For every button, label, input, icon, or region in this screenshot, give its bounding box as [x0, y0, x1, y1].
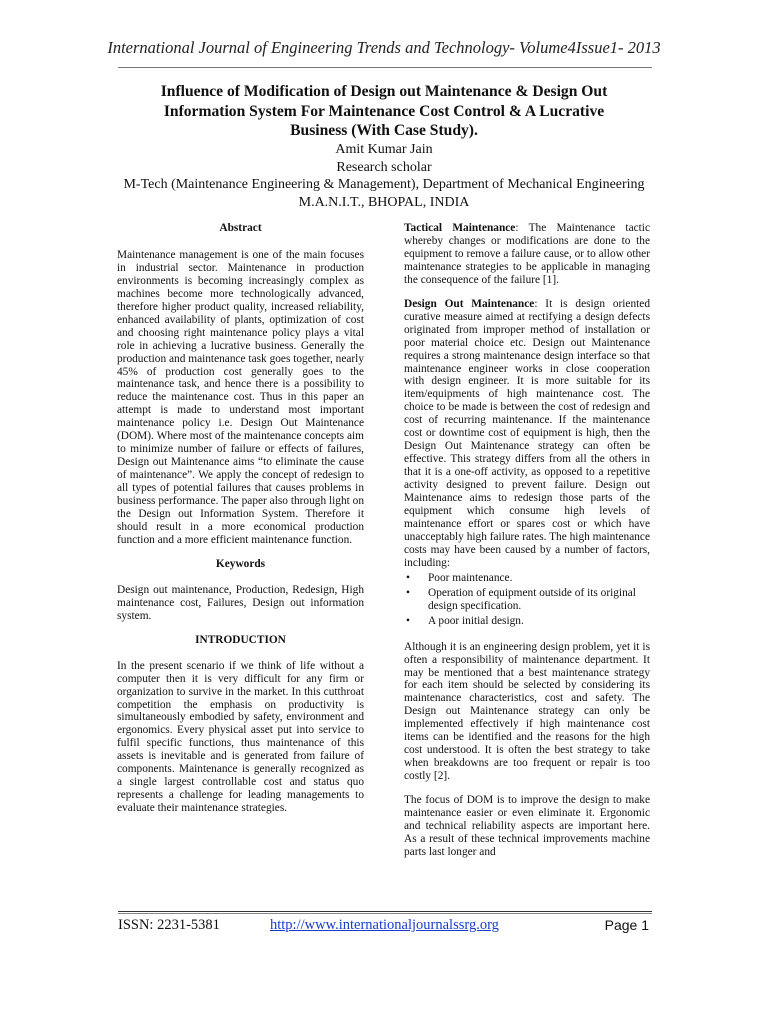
title-line: Information System For Maintenance Cost Control & A Lucrative	[163, 102, 605, 120]
abstract-heading: Abstract	[219, 222, 262, 234]
design-out-maintenance-paragraph	[404, 298, 650, 570]
page-footer	[118, 917, 652, 937]
right-column	[404, 222, 650, 870]
design-out-maintenance-term: Design Out Maintenance	[404, 297, 535, 310]
keywords-text: Design out maintenance, Production, Redesign, High maintenance cost, Failures, Design out information system.	[117, 583, 364, 622]
tactical-maintenance-term: Tactical Maintenance	[404, 222, 516, 234]
dom-focus-paragraph: The focus of DOM is to improve the design to make maintenance easier or even eliminate it. Ergonomic and technical reliability aspects are important here. As a result of these technical improvements machine parts last longer and	[404, 794, 650, 858]
list-item	[404, 587, 650, 613]
title-line: Business (With Case Study).	[290, 122, 478, 139]
keywords-heading: Keywords	[215, 557, 266, 570]
list-item	[404, 615, 650, 628]
author-name: Amit Kumar Jain	[335, 142, 433, 157]
introduction-heading: INTRODUCTION	[195, 633, 286, 646]
page-number: Page 1	[604, 917, 649, 933]
author-institution: M.A.N.I.T., BHOPAL, INDIA	[298, 194, 470, 210]
tactical-maintenance-paragraph	[404, 222, 650, 287]
issn-label: ISSN: 2231-5381	[118, 917, 220, 933]
author-block	[100, 141, 668, 211]
author-department: M-Tech (Maintenance Engineering & Management), Department of Mechanical Engineering	[123, 177, 645, 193]
abstract-text: Maintenance management is one of the main focuses in industrial sector. Maintenance in production environments is becoming increasingly complex as machines become more technologically advanced, therefore higher product quality, increased reliability, enhanced availability of plants, optimization of cost and choosing right maintenance policy plays a vital role in achieving a lucrative business. Generally the production and maintenance task goes together, nearly 45% of production cost generally goes to the maintenance task, and hence there is a possibility to reduce the maintenance cost. Thus in this paper an attempt is made to understand most important maintenance policy i.e. Design Out Maintenance (DOM). Where most of the maintenance concepts aim to minimize number of failure or effects of failures, Design out Maintenance aims “to eliminate the cause of maintenance”. We apply the concept of redesign to all types of potential failures that causes problems in business performance. The paper also through light on the Design out Information System. Therefore it should result in a more economical production function and a more efficient maintenance function.	[117, 248, 364, 546]
header-rule	[118, 67, 652, 68]
tactical-maintenance-text: : The Maintenance tactic whereby changes or modifications are done to the equipment to remove a failure cause, or to allow other maintenance strategies to be applicable in managing the consequence of the failure [1].	[404, 222, 650, 286]
list-item	[404, 572, 650, 585]
factors-list	[404, 572, 650, 628]
bullet-icon: •	[406, 571, 410, 584]
list-item-text: Operation of equipment outside of its original design specification.	[428, 586, 636, 612]
footer-rule	[118, 911, 652, 912]
left-column	[117, 222, 364, 826]
journal-website-link[interactable]: http://www.internationaljournalssrg.org	[270, 917, 499, 933]
introduction-text: In the present scenario if we think of life without a computer then it is very difficult for any firm or organization to survive in the market. In this cutthroat competition the emphasis on productivity is simultaneously embodied by safety, environment and ergonomics. Every physical asset put into service to fulfil specific functions, thus maintenance of this assets is inevitable and is generated from failure of components. Maintenance is generally recognized as a single largest controllable cost and status quo represents a challenge for leading managements to evaluate their maintenance strategies.	[117, 659, 364, 815]
journal-header: International Journal of Engineering Trends and Technology- Volume4Issue1- 2013	[107, 38, 661, 57]
list-item-text: A poor initial design.	[428, 614, 524, 627]
footer-rule-secondary	[118, 913, 652, 914]
title-line: Influence of Modification of Design out Maintenance & Design Out	[160, 83, 608, 100]
paper-title	[130, 82, 638, 141]
list-item-text: Poor maintenance.	[428, 571, 513, 584]
engineering-problem-paragraph: Although it is an engineering design problem, yet it is often a responsibility of maintenance department. It may be mentioned that a best maintenance strategy for each item should be selected by considering its maintenance characteristics, cost and safety. The Design out Maintenance strategy can only be implemented effectively if high maintenance cost items can be identified and the reasons for the high cost understood. It is often the best strategy to take when breakdowns are too frequent or repair is too costly [2].	[404, 640, 650, 783]
bullet-icon: •	[406, 614, 410, 627]
bullet-icon: •	[406, 586, 410, 599]
author-role: Research scholar	[336, 159, 432, 175]
design-out-maintenance-text: : It is design oriented curative measure aimed at rectifying a design defects originated from improper method of installation or poor material choice etc. Design out Maintenance requires a strong maintenance design interface so that maintenance engineer works in close cooperation with design engineer. It is more suitable for its item/equipments of high maintenance cost. The choice to be made is between the cost of redesign and cost of recurring maintenance. If the maintenance cost or downtime cost of equipment is high, then the Design Out Maintenance strategy can often be effective. This strategy differs from all the others in that it is a one-off activity, as opposed to a repetitive activity designed to prevent failure. Design out Maintenance aims to redesign those parts of the equipment which consume high levels of maintenance effort or spares cost or which have unacceptably high failure rates. The high maintenance costs may have been caused by a number of factors, including:	[404, 297, 650, 569]
